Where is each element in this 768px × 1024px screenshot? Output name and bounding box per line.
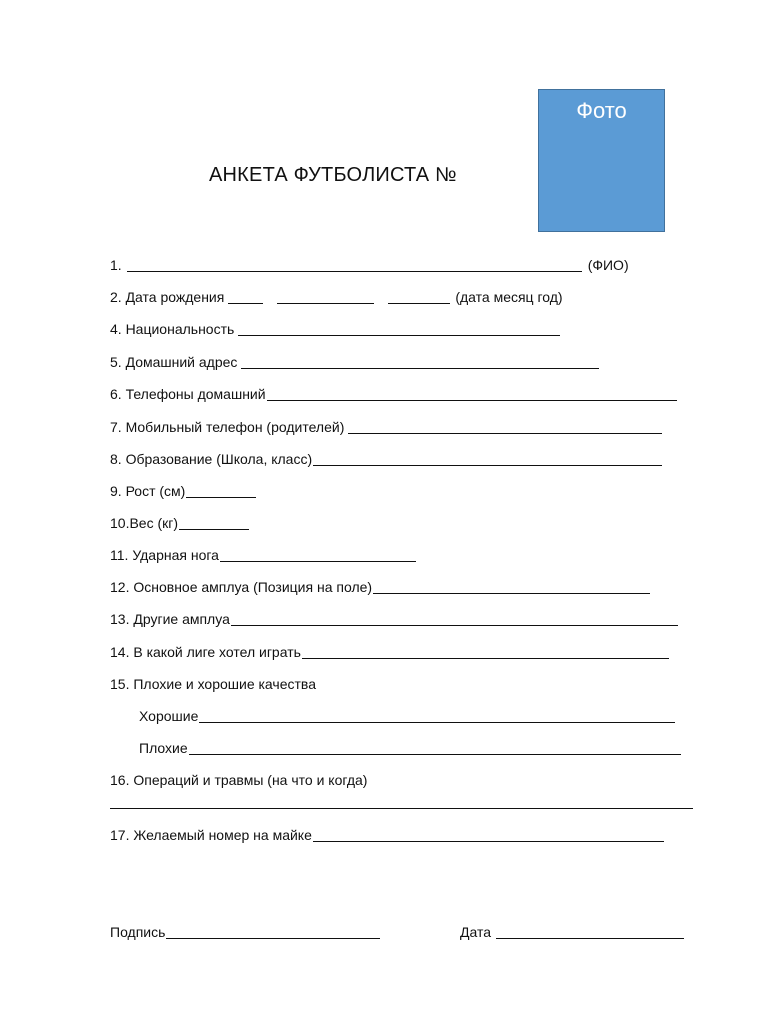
field-weight[interactable] [110, 515, 250, 531]
field-label: 10.Вес (кг) [110, 515, 179, 531]
field-height[interactable] [110, 483, 257, 499]
fill-line[interactable] [238, 323, 560, 336]
fill-line[interactable] [231, 613, 678, 626]
fill-line[interactable] [348, 421, 662, 434]
field-injuries [110, 772, 367, 788]
field-main-position[interactable] [110, 579, 651, 595]
field-strong-foot[interactable] [110, 547, 417, 563]
fill-line[interactable] [373, 581, 650, 594]
field-label: 15. Плохие и хорошие качества [110, 676, 316, 692]
fill-line[interactable] [199, 710, 675, 723]
field-label: 16. Операций и травмы (на что и когда) [110, 772, 368, 788]
fill-line-injuries[interactable] [110, 808, 693, 809]
form-title: АНКЕТА ФУТБОЛИСТА № [209, 164, 457, 186]
field-label: 17. Желаемый номер на майке [110, 827, 312, 843]
field-nationality[interactable] [110, 321, 561, 337]
field-label: 8. Образование (Школа, класс) [110, 451, 313, 467]
signature-line[interactable] [166, 926, 380, 939]
photo-placeholder [538, 89, 665, 232]
field-mobile-phone[interactable] [110, 419, 663, 435]
field-label: 7. Мобильный телефон (родителей) [110, 419, 345, 435]
fill-line[interactable] [186, 485, 256, 498]
field-hint: (дата месяц год) [455, 289, 563, 305]
fill-line[interactable] [127, 259, 582, 272]
field-home-address[interactable] [110, 354, 600, 370]
date-label: Дата [460, 924, 492, 940]
field-education[interactable] [110, 451, 663, 467]
fill-line[interactable] [220, 549, 416, 562]
field-label: 6. Телефоны домашний [110, 386, 266, 402]
field-hint: (ФИО) [587, 257, 629, 273]
field-desired-league[interactable] [110, 644, 670, 660]
field-label: 9. Рост (см) [110, 483, 186, 499]
date-field[interactable] [460, 924, 685, 940]
date-line[interactable] [496, 926, 684, 939]
field-label: 1. [110, 257, 122, 273]
field-label: 2. Дата рождения [110, 289, 225, 305]
field-bad-qualities[interactable] [139, 740, 682, 756]
field-good-qualities[interactable] [139, 708, 676, 724]
fill-line[interactable] [302, 646, 669, 659]
field-home-phone[interactable] [110, 386, 678, 402]
field-label: Хорошие [139, 708, 199, 724]
fill-line[interactable] [267, 388, 677, 401]
field-birthdate[interactable] [110, 289, 563, 305]
field-label: 5. Домашний адрес [110, 354, 238, 370]
signature-field[interactable] [110, 924, 381, 940]
field-label: Плохие [139, 740, 188, 756]
fill-line[interactable] [241, 356, 599, 369]
field-label: 13. Другие амплуа [110, 611, 230, 627]
fill-line[interactable] [313, 829, 664, 842]
field-qualities-heading [110, 676, 316, 692]
photo-label: Фото [576, 98, 627, 123]
field-label: 12. Основное амплуа (Позиция на поле) [110, 579, 373, 595]
field-label: 4. Национальность [110, 321, 235, 337]
fill-line[interactable] [179, 517, 249, 530]
fill-line[interactable] [313, 453, 662, 466]
fill-line-month[interactable] [277, 291, 374, 304]
field-shirt-number[interactable] [110, 827, 665, 843]
field-label: 11. Ударная нога [110, 547, 219, 563]
field-label: 14. В какой лиге хотел играть [110, 644, 301, 660]
fill-line[interactable] [189, 742, 681, 755]
field-fio[interactable] [110, 257, 629, 273]
signature-label: Подпись [110, 924, 166, 940]
fill-line-year[interactable] [388, 291, 450, 304]
field-other-positions[interactable] [110, 611, 679, 627]
fill-line-day[interactable] [228, 291, 263, 304]
